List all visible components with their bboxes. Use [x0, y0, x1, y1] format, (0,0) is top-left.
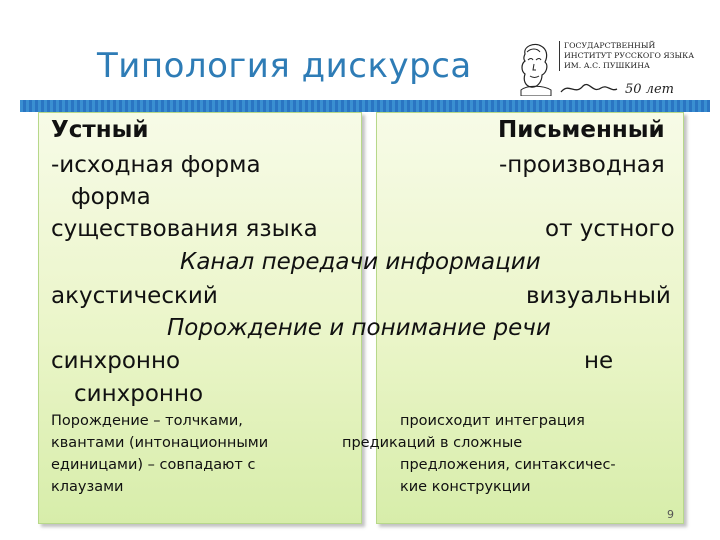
oral-line-1: -исходная форма — [51, 152, 261, 178]
logo-signature-text: 50 лет — [625, 82, 674, 97]
written-note-line-3: предложения, синтаксичес- — [400, 457, 616, 473]
slide-title: Типология дискурса — [97, 46, 472, 86]
logo-line-1: ГОСУДАРСТВЕННЫЙ — [564, 41, 656, 50]
oral-note-line-1: Порождение – толчками, — [51, 413, 243, 429]
page-number: 9 — [667, 508, 674, 521]
logo-text — [559, 41, 695, 71]
written-note-line-2: предикаций в сложные — [342, 435, 523, 451]
written-generation-value: не — [584, 348, 614, 374]
written-line-1: -производная — [499, 152, 665, 178]
generation-subheading: Порождение и понимание речи — [167, 315, 551, 341]
channel-subheading: Канал передачи информации — [180, 249, 541, 275]
oral-note-line-2: квантами (интонационными — [51, 435, 269, 451]
oral-generation-value-2: синхронно — [74, 381, 204, 407]
oral-channel-value: акустический — [51, 283, 218, 309]
oral-line-3: существования языка — [51, 216, 318, 242]
logo-signature — [559, 78, 679, 98]
logo-line-2: ИНСТИТУТ РУССКОГО ЯЗЫКА — [564, 51, 695, 60]
written-channel-value: визуальный — [526, 283, 671, 309]
oral-line-2: форма — [71, 184, 151, 210]
oral-generation-value: синхронно — [51, 348, 181, 374]
oral-note-line-4: клаузами — [51, 479, 124, 495]
written-note-line-1: происходит интеграция — [400, 413, 585, 429]
pushkin-portrait-icon — [515, 40, 555, 96]
oral-heading: Устный — [51, 117, 149, 143]
written-heading: Письменный — [498, 117, 665, 143]
title-divider — [20, 100, 710, 112]
oral-note-line-3: единицами) – совпадают с — [51, 457, 256, 473]
written-note-line-4: кие конструкции — [400, 479, 531, 495]
institute-logo — [515, 38, 695, 102]
logo-line-3: ИМ. А.С. ПУШКИНА — [564, 61, 650, 70]
written-line-2: от устного — [545, 216, 675, 242]
